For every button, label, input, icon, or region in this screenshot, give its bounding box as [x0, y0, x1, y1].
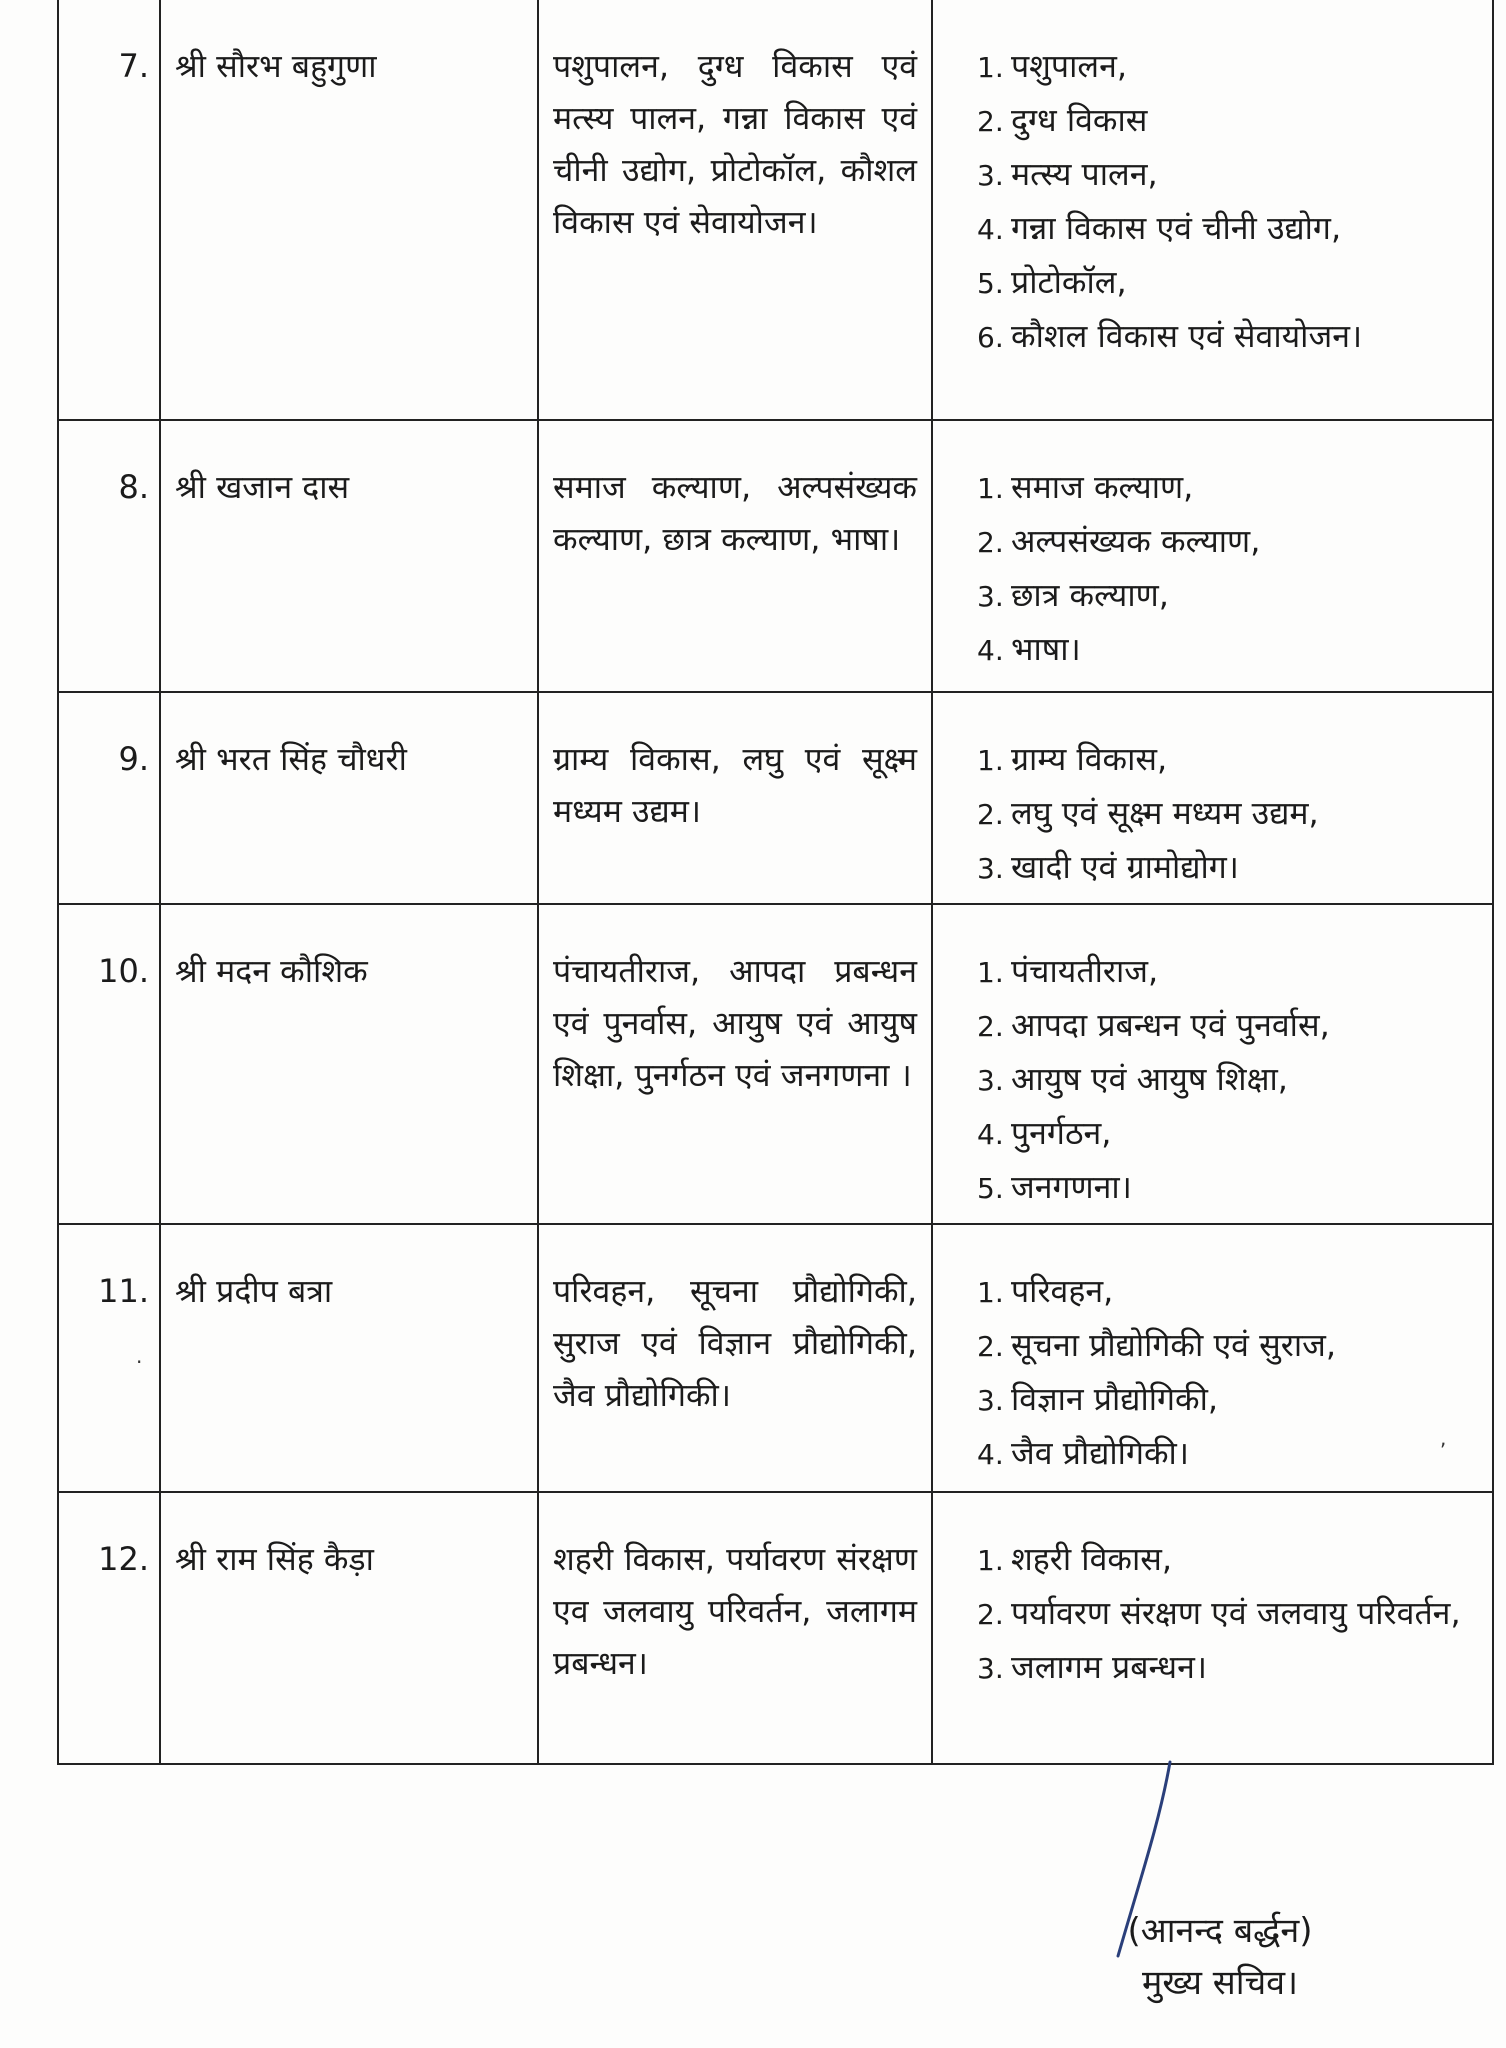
- department-list-item: [977, 1427, 1482, 1481]
- departments-cell: [932, 1224, 1493, 1492]
- department-list-item: [977, 1107, 1482, 1161]
- serial-number-cell: 12.: [58, 1492, 160, 1764]
- department-number: 6.: [977, 321, 1004, 354]
- department-text: लघु एवं सूक्ष्म मध्यम उद्यम,: [1011, 794, 1319, 832]
- department-list-item: [977, 999, 1482, 1053]
- department-text: कौशल विकास एवं सेवायोजन।: [1011, 317, 1363, 355]
- portfolio-allocation-table: [57, 0, 1494, 1765]
- department-list-item: [977, 1053, 1482, 1107]
- minister-name-cell: श्री खजान दास: [160, 420, 538, 692]
- stray-mark: ,: [1440, 1426, 1447, 1450]
- department-text: पर्यावरण संरक्षण एवं जलवायु परिवर्तन,: [1011, 1594, 1461, 1632]
- department-number: 3.: [977, 1064, 1004, 1097]
- department-list-item: [977, 310, 1482, 364]
- minister-name-cell: श्री राम सिंह कैड़ा: [160, 1492, 538, 1764]
- department-list-item: [977, 623, 1482, 677]
- departments-cell: [932, 1492, 1493, 1764]
- department-number: 3.: [977, 1652, 1004, 1685]
- signature-block: [1030, 1905, 1410, 2009]
- minister-name-cell: श्री भरत सिंह चौधरी: [160, 692, 538, 904]
- department-text: जनगणना।: [1011, 1168, 1132, 1206]
- departments-cell: [932, 692, 1493, 904]
- department-text: जलागम प्रबन्धन।: [1011, 1648, 1207, 1686]
- department-number: 2.: [977, 105, 1004, 138]
- signatory-designation: मुख्य सचिव।: [1142, 1963, 1298, 2003]
- table-row: [58, 1492, 1493, 1764]
- department-text: जैव प्रौद्योगिकी।: [1011, 1434, 1189, 1472]
- table-row: [58, 692, 1493, 904]
- department-list-item: [977, 202, 1482, 256]
- department-number: 2.: [977, 1598, 1004, 1631]
- table-row: [58, 1224, 1493, 1492]
- portfolio-cell: परिवहन, सूचना प्रौद्योगिकी, सुराज एवं विज्ञान प्रौद्योगिकी, जैव प्रौद्योगिकी।: [538, 1224, 932, 1492]
- department-list-item: [977, 1641, 1482, 1695]
- department-number: 4.: [977, 634, 1004, 667]
- table-row: [58, 0, 1493, 420]
- department-list-item: [977, 94, 1482, 148]
- serial-number-cell: 10.: [58, 904, 160, 1224]
- department-text: विज्ञान प्रौद्योगिकी,: [1011, 1380, 1219, 1418]
- department-number: 1.: [977, 51, 1004, 84]
- minister-name-cell: श्री मदन कौशिक: [160, 904, 538, 1224]
- department-list-item: [977, 1161, 1482, 1215]
- department-list-item: [977, 40, 1482, 94]
- department-list-item: [977, 1587, 1482, 1641]
- minister-name-cell: श्री सौरभ बहुगुणा: [160, 0, 538, 420]
- department-text: छात्र कल्याण,: [1011, 576, 1169, 614]
- serial-number-cell: 8.: [58, 420, 160, 692]
- department-list-item: [977, 787, 1482, 841]
- department-number: 1.: [977, 744, 1004, 777]
- department-number: 2.: [977, 1010, 1004, 1043]
- serial-number-cell: 9.: [58, 692, 160, 904]
- department-text: गन्ना विकास एवं चीनी उद्योग,: [1011, 209, 1342, 247]
- serial-number-cell: 11.: [58, 1224, 160, 1492]
- department-text: खादी एवं ग्रामोद्योग।: [1011, 848, 1239, 886]
- portfolio-cell: समाज कल्याण, अल्पसंख्यक कल्याण, छात्र कल्याण, भाषा।: [538, 420, 932, 692]
- table-body: [58, 0, 1493, 1764]
- department-number: 5.: [977, 1172, 1004, 1205]
- department-text: पंचायतीराज,: [1011, 952, 1159, 990]
- departments-cell: [932, 420, 1493, 692]
- department-list-item: [977, 1373, 1482, 1427]
- department-text: मत्स्य पालन,: [1011, 155, 1158, 193]
- department-text: समाज कल्याण,: [1011, 468, 1194, 506]
- department-number: 1.: [977, 472, 1004, 505]
- department-list-item: [977, 1265, 1482, 1319]
- department-text: आपदा प्रबन्धन एवं पुनर्वास,: [1011, 1006, 1330, 1044]
- department-list-item: [977, 515, 1482, 569]
- department-list-item: [977, 945, 1482, 999]
- portfolio-cell: पंचायतीराज, आपदा प्रबन्धन एवं पुनर्वास, आयुष एवं आयुष शिक्षा, पुनर्गठन एवं जनगणना ।: [538, 904, 932, 1224]
- portfolio-cell: पशुपालन, दुग्ध विकास एवं मत्स्य पालन, गन्ना विकास एवं चीनी उद्योग, प्रोटोकॉल, कौशल विकास एवं सेवायोजन।: [538, 0, 932, 420]
- table-row: [58, 904, 1493, 1224]
- department-number: 2.: [977, 798, 1004, 831]
- department-number: 2.: [977, 526, 1004, 559]
- stray-mark: ·: [136, 1350, 143, 1374]
- department-text: आयुष एवं आयुष शिक्षा,: [1011, 1060, 1288, 1098]
- department-number: 3.: [977, 159, 1004, 192]
- department-list-item: [977, 1319, 1482, 1373]
- department-number: 5.: [977, 267, 1004, 300]
- department-number: 1.: [977, 1276, 1004, 1309]
- department-list-item: [977, 841, 1482, 895]
- departments-cell: [932, 0, 1493, 420]
- department-text: पशुपालन,: [1011, 47, 1128, 85]
- signatory-name: (आनन्द बर्द्धन): [1127, 1911, 1313, 1951]
- portfolio-cell: शहरी विकास, पर्यावरण संरक्षण एव जलवायु परिवर्तन, जलागम प्रबन्धन।: [538, 1492, 932, 1764]
- department-number: 3.: [977, 852, 1004, 885]
- department-list-item: [977, 1533, 1482, 1587]
- department-number: 4.: [977, 1438, 1004, 1471]
- portfolio-cell: ग्राम्य विकास, लघु एवं सूक्ष्म मध्यम उद्यम।: [538, 692, 932, 904]
- department-number: 4.: [977, 213, 1004, 246]
- department-list-item: [977, 256, 1482, 310]
- department-text: पुनर्गठन,: [1011, 1114, 1112, 1152]
- department-list-item: [977, 569, 1482, 623]
- serial-number-cell: 7.: [58, 0, 160, 420]
- department-number: 4.: [977, 1118, 1004, 1151]
- departments-cell: [932, 904, 1493, 1224]
- department-list-item: [977, 733, 1482, 787]
- department-text: ग्राम्य विकास,: [1011, 740, 1168, 778]
- department-text: प्रोटोकॉल,: [1011, 263, 1127, 301]
- table-row: [58, 420, 1493, 692]
- department-text: शहरी विकास,: [1011, 1540, 1173, 1578]
- department-number: 1.: [977, 1544, 1004, 1577]
- department-text: अल्पसंख्यक कल्याण,: [1011, 522, 1261, 560]
- department-list-item: [977, 461, 1482, 515]
- department-number: 3.: [977, 580, 1004, 613]
- minister-name-cell: श्री प्रदीप बत्रा: [160, 1224, 538, 1492]
- department-number: 1.: [977, 956, 1004, 989]
- department-number: 2.: [977, 1330, 1004, 1363]
- department-text: सूचना प्रौद्योगिकी एवं सुराज,: [1011, 1326, 1337, 1364]
- department-number: 3.: [977, 1384, 1004, 1417]
- department-text: दुग्ध विकास: [1011, 101, 1148, 139]
- department-text: भाषा।: [1011, 630, 1081, 668]
- department-text: परिवहन,: [1011, 1272, 1114, 1310]
- department-list-item: [977, 148, 1482, 202]
